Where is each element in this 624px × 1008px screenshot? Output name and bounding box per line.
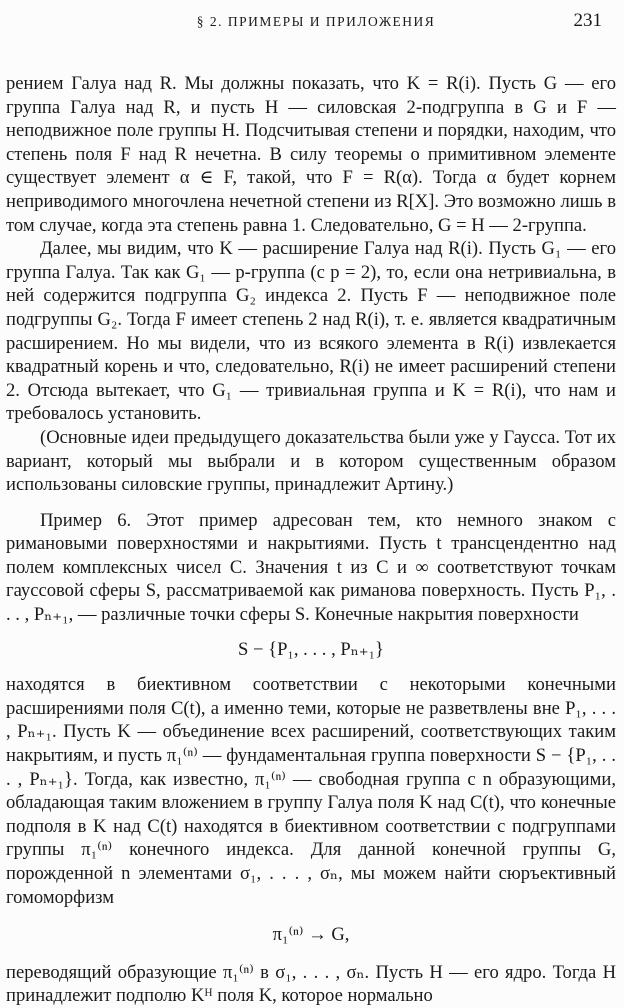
formula-sphere-minus-points: S − {P₁, . . . , Pₙ₊₁}: [238, 638, 384, 660]
page-header: [30, 6, 602, 32]
paragraph-coverings: находятся в биективном соответствии с некоторыми конечными расширениями поля C(t), а именно теми, которые не разветвлены вне P₁, . . . , Pₙ₊₁. Пусть K — объединение всех расширений, соответствующих таким накрытиям, и пусть π₁⁽ⁿ⁾ — фундаментальная группа поверхности S − {P₁, . . . , Pₙ₊₁}. Тогда, как известно, π₁⁽ⁿ⁾ — свободная группа с n образующими, обладающая таким вложением в группу Галуа поля K над C(t), что конечные подполя в K над C(t) находятся в биективном соответствии с подгруппами группы π₁⁽ⁿ⁾ конечного индекса. Для данной конечной группы G, порожденной n элементами σ₁, . . . , σₙ, мы можем найти сюръективный гомоморфизм: [6, 674, 616, 908]
page-body: [6, 72, 616, 1008]
paragraph-galois-proof: рением Галуа над R. Мы должны показать, что K = R(i). Пусть G — его группа Галуа над R, и пусть H — силовская 2-подгруппа в G и F — неподвижное поле группы H. Подсчитывая степени и порядки, находим, что степень поля F над R нечетна. В силу теоремы о примитивном элементе существует элемент α ∈ F, такой, что F = R(α). Тогда α будет корнем неприводимого многочлена нечетной степени из R[X]. Это возможно лишь в том случае, когда эта степень равна 1. Следовательно, G = H — 2-группа.: [6, 73, 616, 236]
paragraph-historical-note: (Основные идеи предыдущего доказательства были уже у Гаусса. Тот их вариант, который мы выбрали и в котором существенным образом использованы силовские группы, принадлежит Артину.): [6, 426, 616, 496]
running-head: § 2. ПРИМЕРЫ И ПРИЛОЖЕНИЯ: [196, 14, 436, 29]
page-number: 231: [573, 10, 602, 31]
paragraph-kernel: переводящий образующие π₁⁽ⁿ⁾ в σ₁, . . . , σₙ. Пусть H — его ядро. Тогда H принадлежит подполю Kᴴ поля K, которое нормально: [6, 961, 616, 1007]
paragraph-extension: Далее, мы видим, что K — расширение Галуа над R(i). Пусть G₁ — его группа Галуа. Так как G₁ — p-группа (с p = 2), то, если она нетривиальна, в ней содержится подгруппа G₂ индекса 2. Пусть F — неподвижное поле подгруппы G₂. Тогда F имеет степень 2 над R(i), т. е. является квадратичным расширением. Но мы видели, что из всякого элемента в R(i) извлекается квадратный корень и что, следовательно, R(i) не имеет расширений степени 2. Отсюда вытекает, что G₁ — тривиальная группа и K = R(i), что нам и требовалось установить.: [6, 238, 616, 425]
formula-homomorphism: π₁⁽ⁿ⁾ → G,: [272, 924, 350, 946]
paragraph-example-6: Пример 6. Этот пример адресован тем, кто немного знаком с римановыми поверхностями и накрытиями. Пусть t трансцендентно над полем комплексных чисел C. Значения t из C и ∞ соответствуют точкам гауссовой сферы S, рассматриваемой как риманова поверхность. Пусть P₁, . . . , Pₙ₊₁, — различные точки сферы S. Конечные накрытия поверхности: [6, 509, 616, 626]
